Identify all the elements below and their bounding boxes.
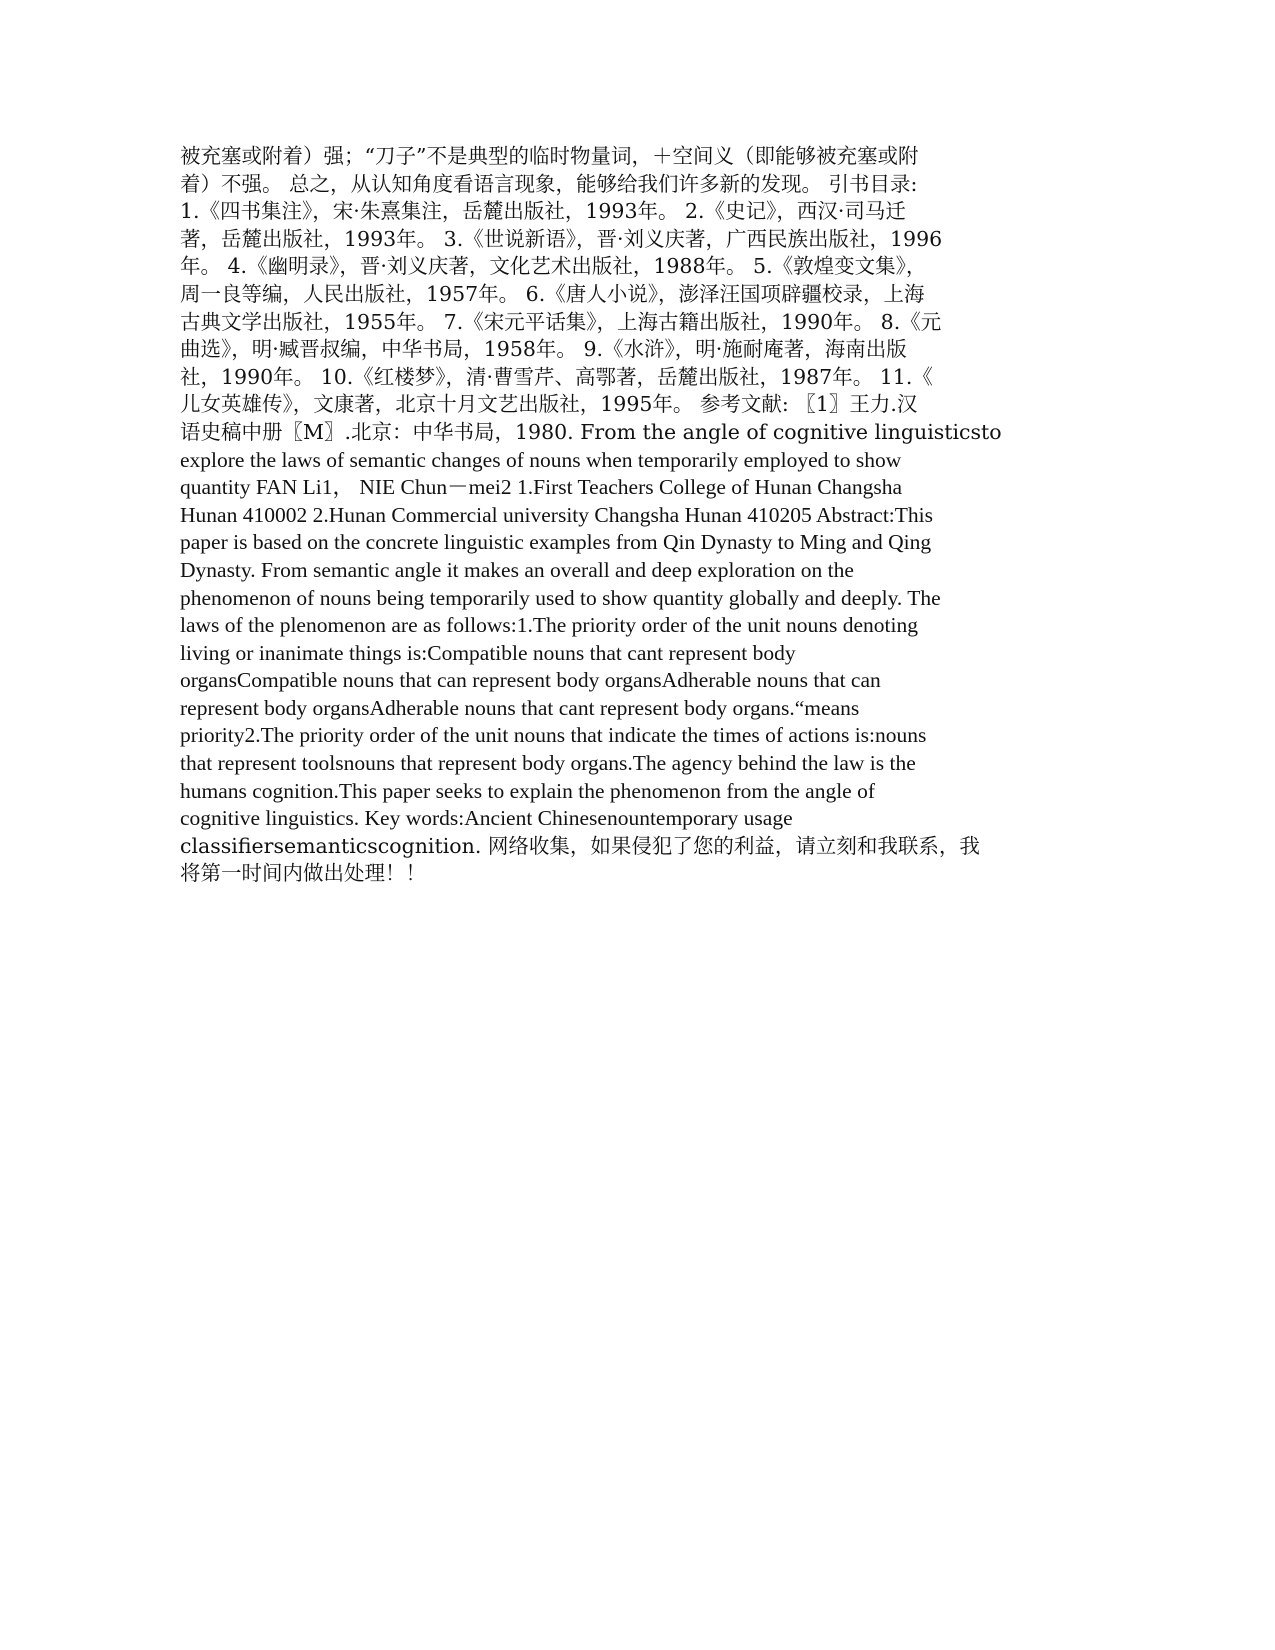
text-line: represent body organsAdherable nouns that cant represent body organs.“means <box>180 695 860 720</box>
text-line: classifiersemanticscognition. 网络收集，如果侵犯了您的利益，请立刻和我联系，我 <box>180 833 980 858</box>
text-line: 被充塞或附着）强；“刀子”不是典型的临时物量词，＋空间义（即能够被充塞或附 <box>180 144 919 168</box>
text-line: cognitive linguistics. Key words:Ancient Chinesenountemporary usage <box>180 806 793 831</box>
text-line: 曲选》，明·臧晋叔编，中华书局，1958年。 9.《水浒》，明·施耐庵著，海南出版 <box>180 337 907 362</box>
text-line: Dynasty. From semantic angle it makes an overall and deep exploration on the <box>180 557 854 582</box>
text-line: 著，岳麓出版社，1993年。 3.《世说新语》，晋·刘义庆著，广西民族出版社，1996 <box>180 226 943 251</box>
text-line: priority2.The priority order of the unit nouns that indicate the times of actions is:nouns <box>180 723 927 748</box>
text-line: that represent toolsnouns that represent body organs.The agency behind the law is the <box>180 751 916 776</box>
text-line: laws of the plenomenon are as follows:1.The priority order of the unit nouns denoting <box>180 613 919 638</box>
text-line: 1.《四书集注》，宋·朱熹集注，岳麓出版社，1993年。 2.《史记》，西汉·司马迁 <box>180 199 906 224</box>
text-line: explore the laws of semantic changes of nouns when temporarily employed to show <box>180 447 902 472</box>
text-line: quantity FAN Li1， NIE Chun－mei2 1.First Teachers College of Hunan Changsha <box>180 475 903 500</box>
text-line: 将第一时间内做出处理！！ <box>180 861 426 886</box>
text-line: 社，1990年。 10.《红楼梦》，清·曹雪芹、高鄂著，岳麓出版社，1987年。 11.《 <box>180 364 933 389</box>
body-text <box>180 143 1060 888</box>
text-line: 古典文学出版社，1955年。 7.《宋元平话集》，上海古籍出版社，1990年。 8.《元 <box>180 309 942 334</box>
text-line: organsCompatible nouns that can represent body organsAdherable nouns that can <box>180 668 881 693</box>
text-line: 儿女英雄传》，文康著，北京十月文艺出版社，1995年。 参考文献: 〖1〗王力.汉 <box>180 392 918 417</box>
text-line: phenomenon of nouns being temporarily used to show quantity globally and deeply. The <box>180 585 941 610</box>
text-line: 年。 4.《幽明录》，晋·刘义庆著，文化艺术出版社，1988年。 5.《敦煌变文集》， <box>180 254 927 279</box>
text-line: 周一良等编，人民出版社，1957年。 6.《唐人小说》，澎泽汪国项辟疆校录，上海 <box>180 281 925 306</box>
text-line: paper is based on the concrete linguistic examples from Qin Dynasty to Ming and Qing <box>180 530 932 555</box>
text-line: humans cognition.This paper seeks to explain the phenomenon from the angle of <box>180 778 875 803</box>
text-line: 着）不强。 总之，从认知角度看语言现象，能够给我们许多新的发现。 引书目录: <box>180 171 918 196</box>
text-line: Hunan 410002 2.Hunan Commercial university Changsha Hunan 410205 Abstract:This <box>180 502 933 527</box>
text-line: 语史稿中册〖M〗.北京：中华书局，1980. From the angle of cognitive linguisticsto <box>180 419 1002 444</box>
text-line: living or inanimate things is:Compatible nouns that cant represent body <box>180 640 796 665</box>
